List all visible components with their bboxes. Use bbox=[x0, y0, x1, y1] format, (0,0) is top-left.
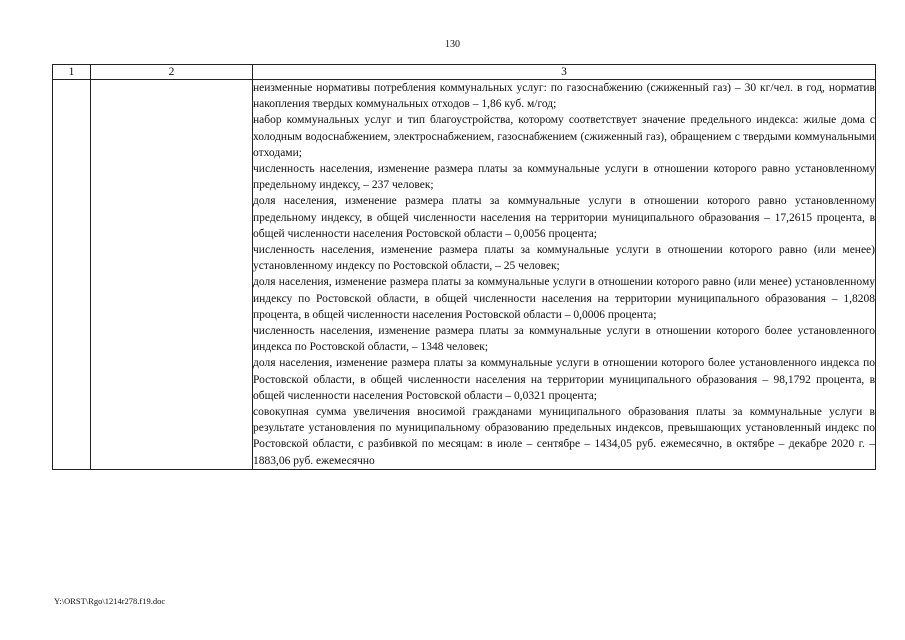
column-header-1: 1 bbox=[53, 65, 91, 80]
text-paragraph: доля населения, изменение размера платы за коммунальные услуги в отношении которого равно установленному предельному индексу, в общей численности населения на территории муниципального образования – 17,2615 процента, в общей численности населения Ростовской области – 0,0056 процента; bbox=[253, 195, 875, 240]
table-cell-text bbox=[253, 80, 876, 470]
table-cell-col1 bbox=[53, 80, 91, 470]
text-paragraph: численность населения, изменение размера платы за коммунальные услуги в отношении которого равно установленному предельному индексу, – 237 человек; bbox=[253, 163, 875, 192]
table-row bbox=[53, 80, 876, 470]
text-paragraph: доля населения, изменение размера платы за коммунальные услуги в отношении которого более установленного индекса по Ростовской области, в общей численности населения на территории муниципального образования – 98,1792 процента, в общей численности населения Ростовской области – 0,0321 процента; bbox=[253, 357, 875, 402]
text-paragraph: неизменные нормативы потребления коммунальных услуг: по газоснабжению (сжиженный газ) – 30 кг/чел. в год, норматив накопления твердых коммунальных отходов – 1,86 куб. м/год; bbox=[253, 82, 875, 111]
footer-file-path: Y:\ORST\Rgo\1214r278.f19.doc bbox=[54, 596, 166, 606]
page-number: 130 bbox=[445, 39, 460, 50]
document-table bbox=[52, 64, 876, 470]
column-header-2: 2 bbox=[91, 65, 253, 80]
table-header-row bbox=[53, 65, 876, 80]
text-paragraph: набор коммунальных услуг и тип благоустройства, которому соответствует значение предельного индекса: жилые дома с холодным водоснабжением, электроснабжением, газоснабжением (сжиженный газ), обращением с твердыми коммунальными отходами; bbox=[253, 114, 875, 159]
text-paragraph: численность населения, изменение размера платы за коммунальные услуги в отношении которого более установленного индекса по Ростовской области, – 1348 человек; bbox=[253, 325, 875, 354]
text-paragraph: численность населения, изменение размера платы за коммунальные услуги в отношении которого равно (или менее) установленному индексу по Ростовской области, – 25 человек; bbox=[253, 244, 875, 273]
column-header-3: 3 bbox=[253, 65, 876, 80]
text-paragraph: доля населения, изменение размера платы за коммунальные услуги в отношении которого равно (или менее) установленному индексу по Ростовской области, в общей численности населения на территории муниципального образования – 1,8208 процента, в общей численности населения Ростовской области – 0,0006 процента; bbox=[253, 276, 875, 321]
text-paragraph: совокупная сумма увеличения вносимой гражданами муниципального образования платы за коммунальные услуги в результате установления по муниципальному образованию предельных индексов, превышающих установленный индекс по Ростовской области, с разбивкой по месяцам: в июле – сентябре – 1434,05 руб. ежемесячно, в октябре – декабре 2020 г. – 1883,06 руб. ежемесячно bbox=[253, 406, 875, 467]
table-cell-col2 bbox=[91, 80, 253, 470]
